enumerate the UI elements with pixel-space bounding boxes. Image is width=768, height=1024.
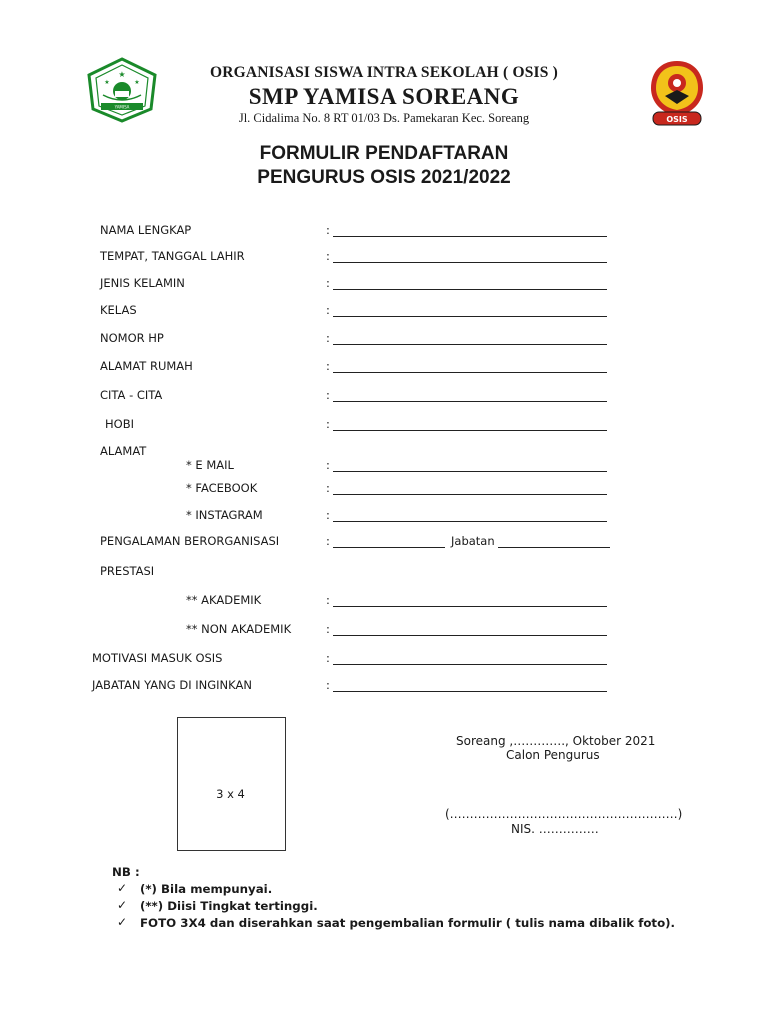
form-title-line2: PENGURUS OSIS 2021/2022 bbox=[257, 167, 511, 188]
label-motivasi: MOTIVASI MASUK OSIS bbox=[92, 651, 223, 665]
blank-pengalaman bbox=[333, 546, 445, 548]
blank-motivasi bbox=[333, 663, 607, 665]
svg-text:OSIS: OSIS bbox=[666, 115, 688, 124]
signature-nis: NIS. …………… bbox=[511, 822, 599, 836]
colon: : bbox=[326, 249, 330, 263]
label-email: * E MAIL bbox=[186, 458, 234, 472]
label-jabatan-diinginkan: JABATAN YANG DI INGINKAN bbox=[92, 678, 252, 692]
label-jenis-kelamin: JENIS KELAMIN bbox=[100, 276, 185, 290]
photo-size-label: 3 x 4 bbox=[216, 787, 245, 801]
signature-name-blank: (…………………………………………………) bbox=[445, 807, 683, 821]
label-cita-cita: CITA - CITA bbox=[100, 388, 163, 402]
check-icon: ✓ bbox=[117, 881, 128, 895]
check-icon: ✓ bbox=[117, 898, 128, 912]
blank-jabatan bbox=[498, 546, 610, 548]
colon: : bbox=[326, 678, 330, 692]
label-ttl: TEMPAT, TANGGAL LAHIR bbox=[100, 249, 245, 263]
blank-akademik bbox=[333, 605, 607, 607]
blank-nama bbox=[333, 235, 607, 237]
label-prestasi: PRESTASI bbox=[100, 564, 155, 578]
blank-alamat-rumah bbox=[333, 371, 607, 373]
blank-jabatan-diinginkan bbox=[333, 690, 607, 692]
signature-place-date: Soreang ,…………., Oktober 2021 bbox=[456, 734, 656, 748]
label-alamat-rumah: ALAMAT RUMAH bbox=[100, 359, 193, 373]
label-instagram: * INSTAGRAM bbox=[186, 508, 263, 522]
colon: : bbox=[326, 593, 330, 607]
label-nomor-hp: NOMOR HP bbox=[100, 331, 164, 345]
label-hobi: HOBI bbox=[105, 417, 134, 431]
label-non-akademik: ** NON AKADEMIK bbox=[186, 622, 292, 636]
blank-facebook bbox=[333, 493, 607, 495]
colon: : bbox=[326, 276, 330, 290]
label-pengalaman: PENGALAMAN BERORGANISASI bbox=[100, 534, 280, 548]
colon: : bbox=[326, 534, 330, 548]
colon: : bbox=[326, 303, 330, 317]
colon: : bbox=[326, 622, 330, 636]
label-alamat: ALAMAT bbox=[100, 444, 147, 458]
colon: : bbox=[326, 508, 330, 522]
colon: : bbox=[326, 417, 330, 431]
colon: : bbox=[326, 223, 330, 237]
colon: : bbox=[326, 651, 330, 665]
label-facebook: * FACEBOOK bbox=[186, 481, 258, 495]
colon: : bbox=[326, 331, 330, 345]
label-kelas: KELAS bbox=[100, 303, 137, 317]
svg-text:★: ★ bbox=[134, 79, 140, 86]
svg-text:YAMISA: YAMISA bbox=[114, 104, 130, 110]
note-item: (*) Bila mempunyai. bbox=[140, 882, 273, 896]
blank-hobi bbox=[333, 429, 607, 431]
blank-ttl bbox=[333, 261, 607, 263]
svg-text:★: ★ bbox=[104, 79, 110, 86]
blank-cita-cita bbox=[333, 400, 607, 402]
blank-jenis-kelamin bbox=[333, 288, 607, 290]
label-jabatan: Jabatan bbox=[451, 534, 495, 548]
colon: : bbox=[326, 481, 330, 495]
form-title-line1: FORMULIR PENDAFTARAN bbox=[259, 143, 509, 164]
note-item: FOTO 3X4 dan diserahkan saat pengembalian formulir ( tulis nama dibalik foto). bbox=[140, 916, 676, 930]
school-address: Jl. Cidalima No. 8 RT 01/03 Ds. Pamekaran Kec. Soreang bbox=[238, 111, 530, 125]
blank-kelas bbox=[333, 315, 607, 317]
note-item: (**) Diisi Tingkat tertinggi. bbox=[140, 899, 318, 913]
blank-email bbox=[333, 470, 607, 472]
check-icon: ✓ bbox=[117, 915, 128, 929]
photo-box bbox=[177, 717, 286, 851]
signature-role: Calon Pengurus bbox=[506, 748, 600, 762]
school-name: SMP YAMISA SOREANG bbox=[248, 84, 520, 109]
colon: : bbox=[326, 458, 330, 472]
blank-nomor-hp bbox=[333, 343, 607, 345]
blank-non-akademik bbox=[333, 634, 607, 636]
label-nama: NAMA LENGKAP bbox=[100, 223, 192, 237]
notes-heading: NB : bbox=[112, 865, 140, 879]
colon: : bbox=[326, 359, 330, 373]
label-akademik: ** AKADEMIK bbox=[186, 593, 262, 607]
colon: : bbox=[326, 388, 330, 402]
svg-text:★: ★ bbox=[118, 70, 126, 79]
org-name: ORGANISASI SISWA INTRA SEKOLAH ( OSIS ) bbox=[209, 64, 559, 81]
blank-instagram bbox=[333, 520, 607, 522]
